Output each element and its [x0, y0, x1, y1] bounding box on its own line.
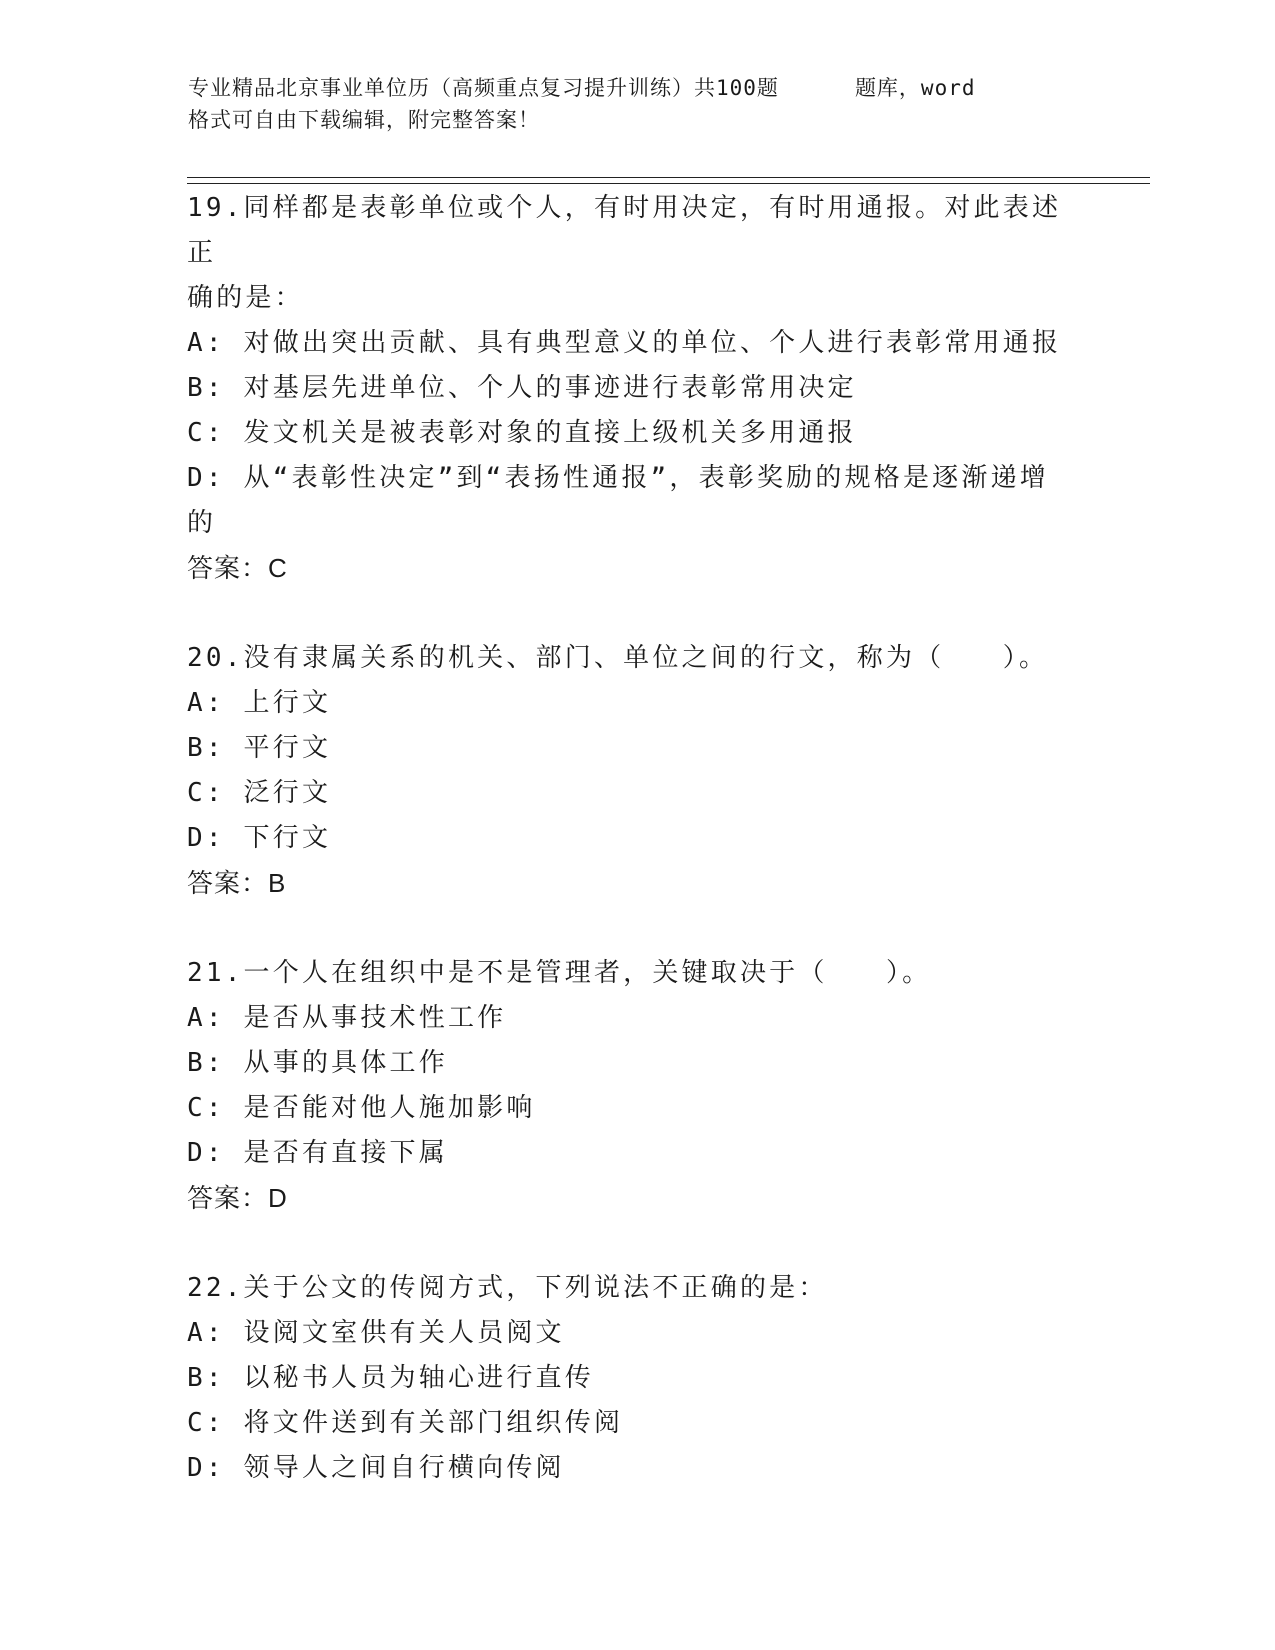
question-stem: 21.一个人在组织中是不是管理者，关键取决于（ ）。: [187, 958, 932, 988]
answer-option: C: 将文件送到有关部门组织传阅: [187, 1408, 624, 1438]
question-block: [187, 186, 1087, 591]
answer-option: B: 平行文: [187, 733, 332, 763]
answer-option: D: 下行文: [187, 823, 332, 853]
answer-option: B: 以秘书人员为轴心进行直传: [187, 1363, 594, 1393]
answer-option: A: 上行文: [187, 688, 332, 718]
question-block: [187, 1266, 1087, 1491]
header-divider-bottom: [187, 183, 1150, 184]
answer-key: 答案：C: [187, 553, 288, 583]
answer-key: 答案：B: [187, 868, 287, 898]
header-subtitle: 格式可自由下载编辑，附完整答案！: [188, 108, 540, 132]
header-title: 专业精品北京事业单位历（高频重点复习提升训练）共100题: [188, 76, 779, 100]
question-spacer: [187, 1221, 1087, 1266]
question-spacer: [187, 906, 1087, 951]
question-spacer: [187, 591, 1087, 636]
question-block: [187, 951, 1087, 1221]
answer-option: A: 是否从事技术性工作: [187, 1003, 507, 1033]
answer-option: D: 是否有直接下属: [187, 1138, 448, 1168]
answer-option: C: 泛行文: [187, 778, 332, 808]
answer-option: 的: [187, 508, 217, 538]
answer-option: B: 从事的具体工作: [187, 1048, 448, 1078]
question-stem: 确的是：: [187, 283, 304, 313]
answer-option: A: 设阅文室供有关人员阅文: [187, 1318, 565, 1348]
answer-option: C: 发文机关是被表彰对象的直接上级机关多用通报: [187, 418, 857, 448]
page-header: [188, 72, 1068, 136]
question-stem: 19.同样都是表彰单位或个人，有时用决定，有时用通报。对此表述正: [187, 193, 1062, 268]
answer-option: D: 从“表彰性决定”到“表扬性通报”，表彰奖励的规格是逐渐递增: [187, 463, 1049, 493]
answer-option: C: 是否能对他人施加影响: [187, 1093, 536, 1123]
answer-option: D: 领导人之间自行横向传阅: [187, 1453, 565, 1483]
question-block: [187, 636, 1087, 906]
answer-key: 答案：D: [187, 1183, 288, 1213]
question-list: [187, 186, 1087, 1491]
question-stem: 20.没有隶属关系的机关、部门、单位之间的行文，称为（ ）。: [187, 643, 1049, 673]
question-stem: 22.关于公文的传阅方式，下列说法不正确的是：: [187, 1273, 828, 1303]
header-title-suffix: 题库，word: [854, 76, 976, 100]
answer-option: A: 对做出突出贡献、具有典型意义的单位、个人进行表彰常用通报: [187, 328, 1062, 358]
header-divider-top: [187, 177, 1150, 178]
answer-option: B: 对基层先进单位、个人的事迹进行表彰常用决定: [187, 373, 857, 403]
